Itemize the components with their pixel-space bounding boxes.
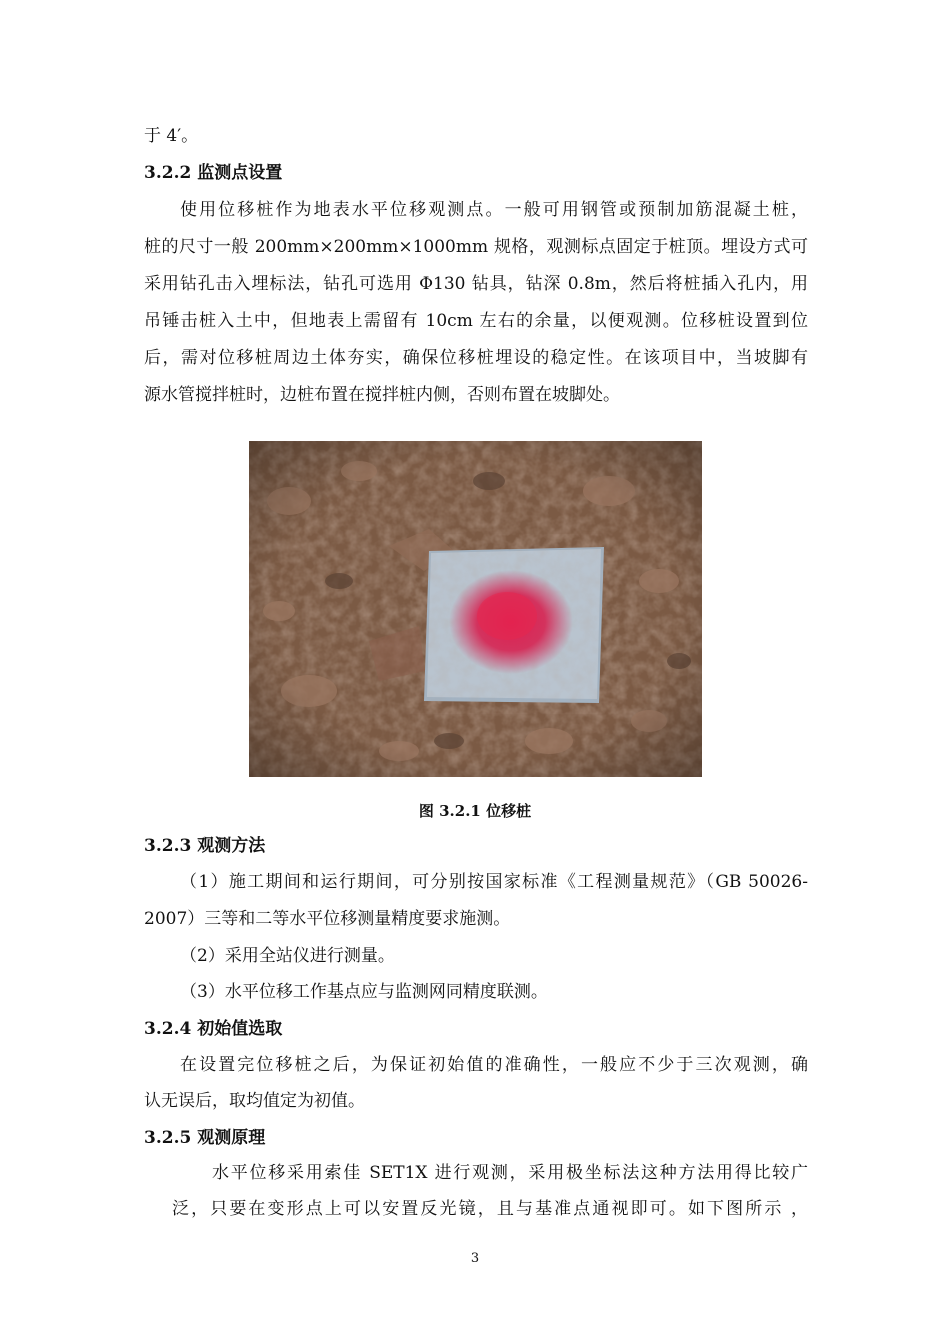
displacement-pile-photo — [249, 441, 702, 777]
photo-illustration — [249, 441, 702, 777]
paragraph-line: 水平位移采用索佳 SET1X 进行观测，采用极坐标法这种方法用得比较广 — [212, 1163, 808, 1183]
paragraph-line: 2007）三等和二等水平位移测量精度要求施测。 — [144, 909, 511, 929]
paragraph-line: 后，需对位移桩周边土体夯实，确保位移桩埋设的稳定性。在该项目中，当坡脚有 — [144, 348, 808, 368]
paragraph-line: 于 4′。 — [144, 126, 199, 146]
section-heading-3-2-4: 3.2.4 初始值选取 — [144, 1019, 283, 1039]
section-heading-3-2-5: 3.2.5 观测原理 — [144, 1128, 266, 1148]
paragraph-line: 源水管搅拌桩时，边桩布置在搅拌桩内侧，否则布置在坡脚处。 — [144, 385, 620, 405]
paragraph-line: 认无误后，取均值定为初值。 — [144, 1091, 365, 1111]
section-heading-3-2-2: 3.2.2 监测点设置 — [144, 163, 283, 183]
figure-caption: 图 3.2.1 位移桩 — [418, 802, 532, 820]
section-heading-3-2-3: 3.2.3 观测方法 — [144, 836, 266, 856]
list-item: （2）采用全站仪进行测量。 — [180, 946, 395, 966]
paragraph-line: 使用位移桩作为地表水平位移观测点。一般可用钢管或预制加筋混凝土桩， — [180, 200, 808, 220]
list-item: （3）水平位移工作基点应与监测网同精度联测。 — [180, 982, 548, 1002]
page-number: 3 — [470, 1251, 480, 1266]
paragraph-line: （1）施工期间和运行期间，可分别按国家标准《工程测量规范》（GB 50026- — [180, 872, 808, 892]
paragraph-line: 吊锤击桩入土中，但地表上需留有 10cm 左右的余量，以便观测。位移桩设置到位 — [144, 311, 808, 331]
paragraph-line: 桩的尺寸一般 200mm×200mm×1000mm 规格，观测标点固定于桩顶。埋设方式可 — [144, 237, 808, 257]
paragraph-line: 采用钻孔击入埋标法，钻孔可选用 Φ130 钻具，钻深 0.8m，然后将桩插入孔内，用 — [144, 274, 808, 294]
paragraph-line: 泛，只要在变形点上可以安置反光镜，且与基准点通视即可。如下图所示 ， — [172, 1199, 808, 1219]
paragraph-line: 在设置完位移桩之后，为保证初始值的准确性，一般应不少于三次观测，确 — [180, 1055, 808, 1075]
